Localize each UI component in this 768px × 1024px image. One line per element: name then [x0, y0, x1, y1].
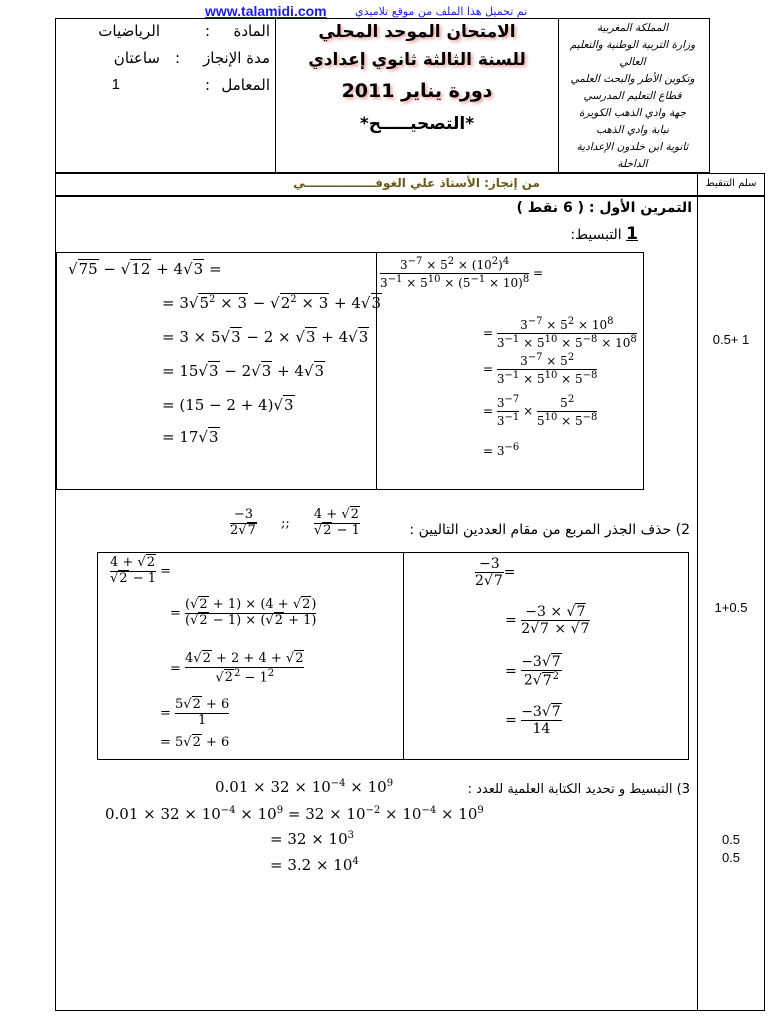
coef-value: 1: [111, 76, 120, 93]
eq-sqrt-line3: = 3 × 5√3 − 2 × √3 + 4√3: [162, 328, 369, 346]
ministry-line: جهة وادي الذهب الكويرة: [579, 107, 686, 119]
fraction-separator: ;;: [280, 515, 290, 531]
part2-box-divider: [403, 552, 404, 760]
prepared-by: من إنجاز: الأستاذ علي الغوفـــــــــــــــــي: [293, 176, 540, 190]
header-ministry-info: [560, 20, 705, 173]
ministry-line: الداخلة: [617, 158, 648, 170]
exam-title-line2: للسنة الثالثة ثانوي إعدادي: [308, 50, 526, 70]
part3-label: 3) التبسيط و تحديد الكتابة العلمية للعدد :: [467, 782, 690, 797]
ministry-line: المملكة المغربية: [596, 22, 669, 34]
eq-sqrt-line6: = 17√3: [162, 428, 219, 446]
subject-value: الرياضيات: [98, 22, 160, 40]
ministry-line: وتكوين الأطر والبحث العلمي: [570, 73, 695, 85]
ministry-line: نيابة وادي الذهب: [596, 124, 669, 136]
exam-title-correction: *التصحيـــــح*: [359, 114, 475, 134]
watermark-text: تم تحميل هذا الملف من موقع تلاميذي: [355, 5, 528, 18]
subheader-divider: [697, 173, 698, 196]
score-part2: 1+0.5: [714, 600, 748, 615]
eq-sci-line1: $0.01 \times 32 \times 10^{-4} \times 10^9 = 32 \times 10^{-2} \times 10^{-4} \times 10^9$: [105, 805, 484, 823]
eq-rad2-line1: $\frac{-3}{2√7}$ =: [475, 556, 516, 590]
eq-rad1-line1: $\frac{4 + √2}{√2 - 1}$ =: [110, 555, 172, 586]
eq-pow-line3: = $\frac{3^{-7} \times 5^2}{3^{-1} \times 5^{10} \times 5^{-8}}$: [483, 352, 598, 386]
header-divider-left: [275, 18, 276, 173]
eq-rad2-line3: = $\frac{-3√7}{2√7^2}$: [505, 654, 561, 689]
scale-label: سلم التنقيط: [705, 178, 757, 189]
eq-sqrt-line2: = $3√5^2 \times 3 - √2^2 \times 3 + 4√3$: [162, 294, 382, 312]
part2-label: 2) حذف الجذر المربع من مقام العددين التاليين :: [409, 522, 690, 538]
colon: :: [204, 76, 210, 94]
exam-title-line1: الامتحان الموحد المحلي: [318, 22, 516, 42]
header-exam-title: [278, 22, 556, 134]
duration-label: مدة الإنجاز: [203, 49, 270, 67]
eq-sqrt-line4: = 15√3 − 2√3 + 4√3: [162, 362, 325, 380]
eq-rad2-line4: = $\frac{-3√7}{14}$: [505, 704, 561, 738]
subject-label: المادة: [233, 22, 270, 40]
part1-box-divider: [376, 252, 377, 490]
watermark-site-link[interactable]: www.talamidi.com: [205, 3, 327, 19]
eq-rad2-line2: = $\frac{-3 \times √7}{2√7 \times √7}$: [505, 604, 590, 638]
eq-pow-line2: = $\frac{3^{-7} \times 5^2 \times 10^8}{3^{-1} \times 5^{10} \times 5^{-8} \times 10^8}$: [483, 316, 637, 350]
colon: :: [174, 49, 180, 67]
eq-pow-line5: = $3^{-6}$: [483, 442, 520, 458]
ministry-line: ثانوية ابن خلدون الإعدادية: [576, 141, 689, 153]
eq-sqrt-line5: = (15 − 2 + 4)√3: [162, 396, 294, 414]
score-part3a: 0.5: [721, 832, 741, 847]
score-part3b: 0.5: [721, 850, 741, 865]
part1-label: التبسيط:: [570, 227, 622, 243]
part1-heading: [500, 224, 638, 244]
ministry-line: قطاع التعليم المدرسي: [583, 90, 682, 102]
eq-sci-line2: = $32 \times 10^3$: [270, 830, 354, 848]
duration-value: ساعتان: [113, 49, 160, 67]
eq-rad1-line3: = $\frac{4√2 + 2 + 4 + √2}{√2^2 - 1^2}$: [170, 651, 304, 686]
eq-sci-line3: = $3.2 \times 10^4$: [270, 856, 359, 874]
header-divider-right: [558, 18, 559, 173]
colon: :: [204, 22, 210, 40]
score-part1: 0.5+ 1: [712, 332, 750, 347]
eq-rad1-line4: = $\frac{5√2 + 6}{1}$: [160, 697, 230, 728]
eq-pow-line4: = $\frac{3^{-7}}{3^{-1}}$ × $\frac{5^2}{5^{10} \times 5^{-8}}$: [483, 394, 598, 428]
eq-pow-line1: $\frac{3^{-7} \times 5^2 \times (10^2)^4}{3^{-1} \times 5^{10} \times (5^{-1} \times 10)^8}$ =: [380, 256, 544, 290]
eq-sqrt-line1: √75 − √12 + 4√3 =: [68, 260, 222, 278]
part2-fractions: $\frac{-3}{2√7}$ ;; $\frac{4 + √2}{√2 - 1}$: [230, 507, 360, 538]
eq-rad1-line2: = $\frac{(√2 + 1) \times (4 + √2)}{(√2 - 1) \times (√2 + 1)}$: [170, 597, 317, 628]
part1-number: 1: [626, 224, 638, 244]
exercise1-title: التمرين الأول : ( 6 نقط ): [516, 200, 692, 216]
exam-title-line3: دورة يناير 2011: [341, 80, 493, 102]
ministry-line: وزارة التربية الوطنية والتعليم العالي: [569, 39, 696, 68]
eq-rad1-line5: = 5√2 + 6: [160, 735, 230, 750]
eq-sci-line0: $0.01 \times 32 \times 10^{-4} \times 10^9$: [215, 778, 394, 796]
coef-label: المعامل: [221, 76, 270, 94]
